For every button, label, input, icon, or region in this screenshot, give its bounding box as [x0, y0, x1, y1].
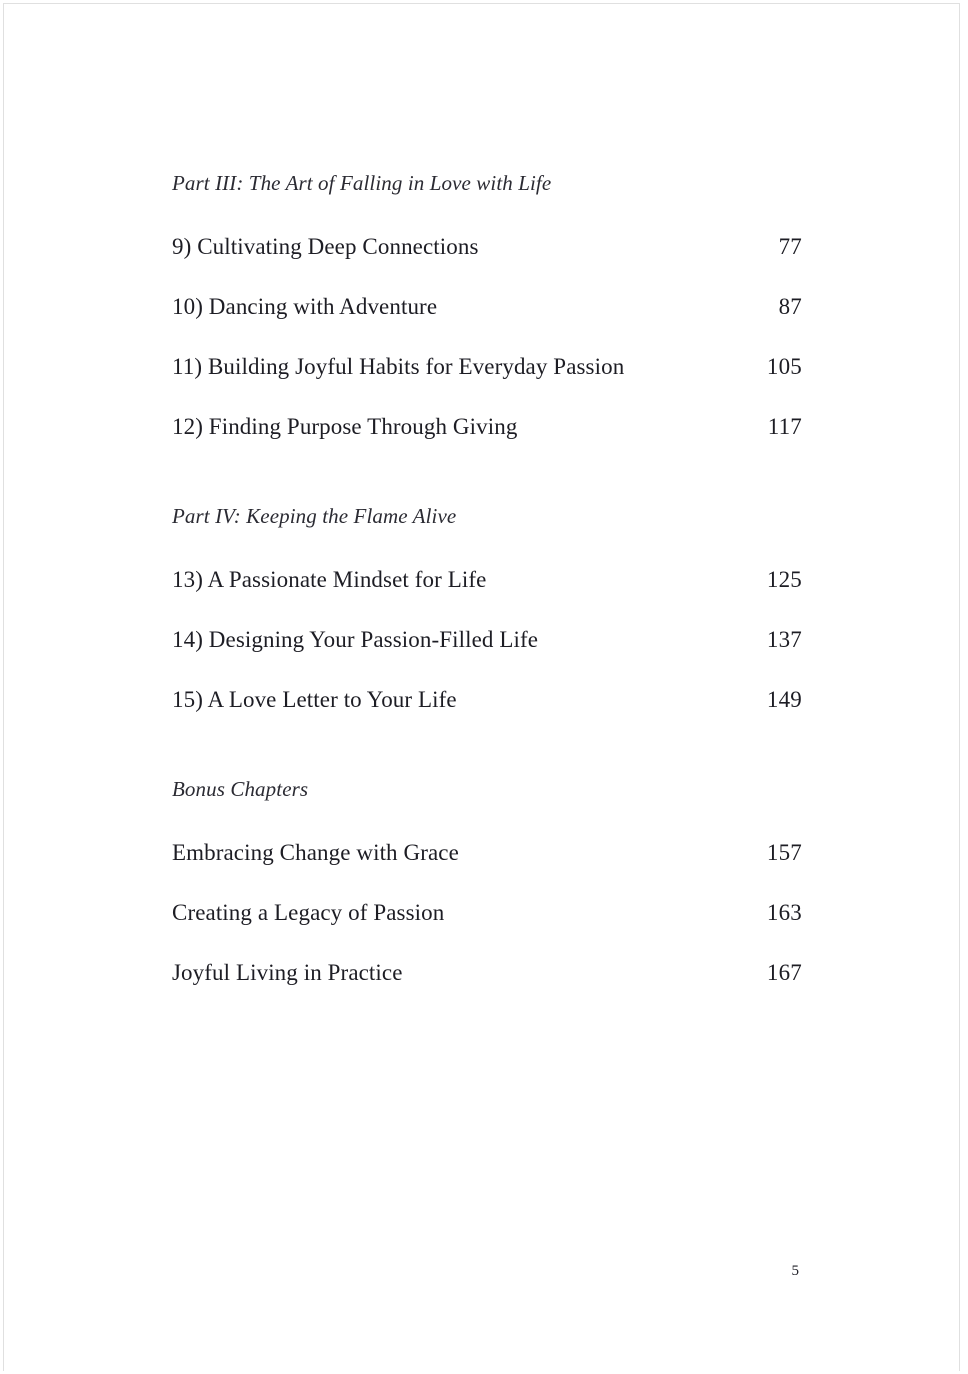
- toc-entry-page-number: 105: [766, 354, 802, 379]
- toc-entry[interactable]: [172, 233, 802, 261]
- toc-entry[interactable]: [172, 293, 802, 321]
- toc-entry[interactable]: [172, 413, 802, 441]
- section-heading: Part III: The Art of Falling in Love with Life: [172, 171, 552, 195]
- toc-section-bonus-chapters: [172, 778, 802, 987]
- toc-entry-title: 11) Building Joyful Habits for Everyday Passion: [172, 354, 625, 379]
- toc-entry-title: 9) Cultivating Deep Connections: [172, 234, 479, 259]
- toc-entry-page-number: 117: [767, 414, 802, 439]
- toc-entry-title: Creating a Legacy of Passion: [172, 900, 445, 925]
- toc-entry[interactable]: [172, 353, 802, 381]
- toc-entry-title: 13) A Passionate Mindset for Life: [172, 567, 487, 592]
- toc-body: [172, 172, 802, 987]
- toc-entry-page-number: 77: [778, 234, 802, 259]
- toc-entry[interactable]: [172, 899, 802, 927]
- toc-entry-page-number: 149: [766, 687, 802, 712]
- toc-entry-page-number: 137: [766, 627, 802, 652]
- toc-section-part-iii: [172, 172, 802, 441]
- toc-entry[interactable]: [172, 566, 802, 594]
- toc-entry[interactable]: [172, 839, 802, 867]
- toc-entry[interactable]: [172, 626, 802, 654]
- toc-entry-title: 12) Finding Purpose Through Giving: [172, 414, 518, 439]
- toc-entry-title: 10) Dancing with Adventure: [172, 294, 438, 319]
- toc-entry-page-number: 125: [766, 567, 802, 592]
- toc-entry-page-number: 167: [766, 960, 802, 985]
- toc-entry-page-number: 163: [766, 900, 802, 925]
- section-heading: Part IV: Keeping the Flame Alive: [172, 504, 457, 528]
- toc-entry-page-number: 157: [766, 840, 802, 865]
- toc-entry-title: Embracing Change with Grace: [172, 840, 459, 865]
- toc-entry-title: 15) A Love Letter to Your Life: [172, 687, 457, 712]
- section-heading: Bonus Chapters: [172, 777, 309, 801]
- toc-entry[interactable]: [172, 959, 802, 987]
- toc-entry-title: 14) Designing Your Passion-Filled Life: [172, 627, 539, 652]
- toc-entry-title: Joyful Living in Practice: [172, 960, 403, 985]
- toc-entry-page-number: 87: [778, 294, 802, 319]
- document-page: [3, 3, 960, 1371]
- page-folio-number: 5: [791, 1263, 799, 1279]
- toc-entry[interactable]: [172, 686, 802, 714]
- toc-section-part-iv: [172, 505, 802, 714]
